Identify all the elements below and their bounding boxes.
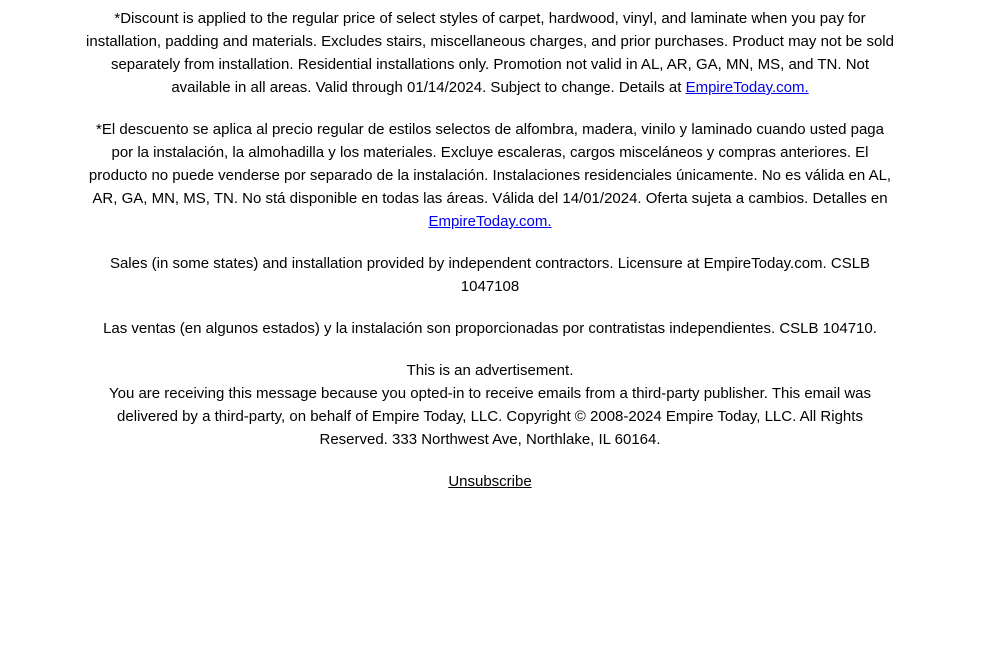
disclaimer-english-text: *Discount is applied to the regular price of select styles of carpet, hardwood, vinyl, and laminate when you pay for installation, padding and materials. Excludes stairs, miscellaneous charges, and prior purchases. Product may not be sold separately from installation. Residential installations only. Promotion not valid in AL, AR, GA, MN, MS, and TN. Not available in all areas. Valid through 01/14/2024. Subject to change. Details at (86, 10, 894, 96)
licensure-spanish: Las ventas (en algunos estados) y la instalación son proporcionadas por contratistas independientes. CSLB 104710. (103, 320, 877, 337)
licensure-english: Sales (in some states) and installation provided by independent contractors. Licensure at EmpireToday.com. CSLB 1047108 (109, 255, 871, 295)
disclaimer-spanish (86, 118, 894, 233)
disclaimer-english (86, 7, 894, 99)
optin-notice: You are receiving this message because you opted-in to receive emails from a third-party publisher. This email was delivered by a third-party, on behalf of Empire Today, LLC. Copyright © 2008-2024 Empire Today, LLC. All Rights Reserved. 333 Northwest Ave, Northlake, IL 60164. (108, 385, 872, 448)
email-footer (86, 0, 894, 493)
disclaimer-spanish-text: *El descuento se aplica al precio regular de estilos selectos de alfombra, madera, vinilo y laminado cuando usted paga por la instalación, la almohadilla y los materiales. Excluye escaleras, cargos misceláneos y compras anteriores. El producto no puede venderse por separado de la instalación. Instalaciones residenciales únicamente. No es válida en AL, AR, GA, MN, MS, TN. No stá disponible en todas las áreas. Válida del 14/01/2024. Oferta sujeta a cambios. Detalles en (88, 121, 892, 207)
unsubscribe-link[interactable]: Unsubscribe (448, 473, 532, 490)
unsubscribe-row (86, 470, 894, 493)
empiretoday-link-spanish[interactable]: EmpireToday.com. (428, 213, 552, 230)
advertisement-notice: This is an advertisement. (406, 362, 574, 379)
empiretoday-link-english[interactable]: EmpireToday.com. (685, 79, 809, 96)
